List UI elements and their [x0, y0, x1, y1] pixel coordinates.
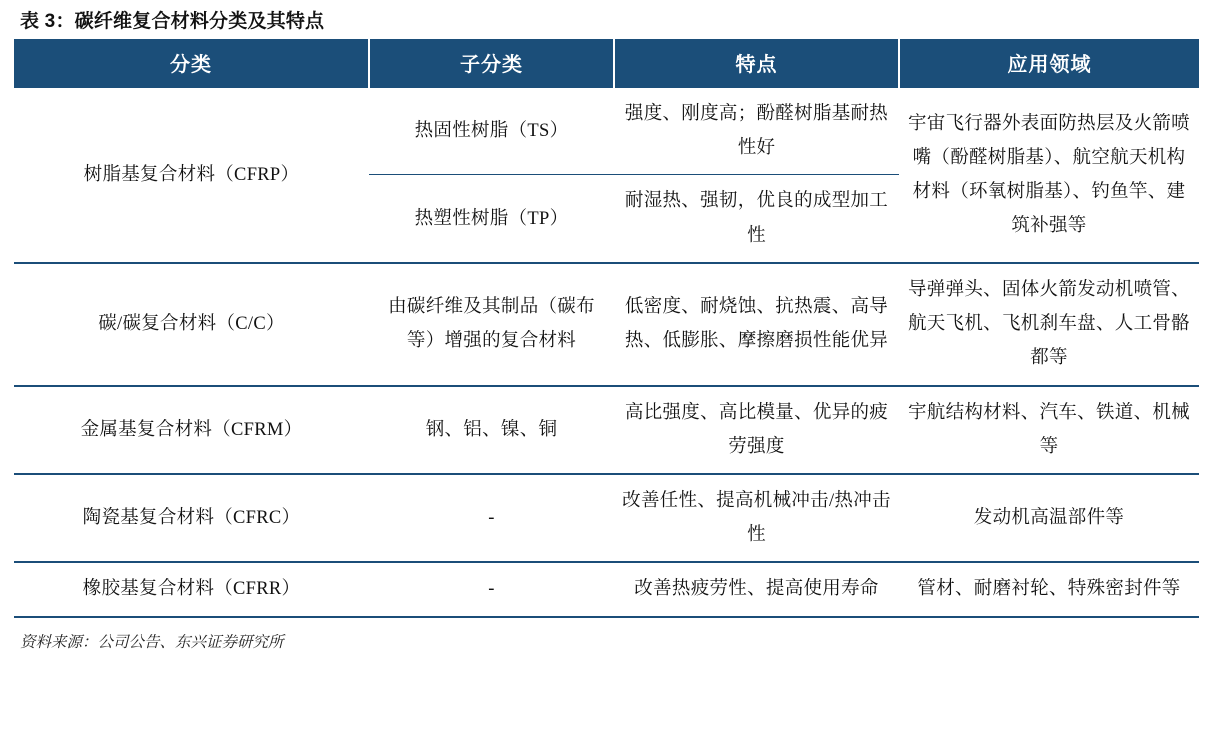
cell-category: 树脂基复合材料（CFRP）	[14, 87, 369, 263]
cell-application: 宇宙飞行器外表面防热层及火箭喷嘴（酚醛树脂基）、航空航天机构材料（环氧树脂基）、钓鱼竿、建筑补强等	[899, 87, 1199, 263]
table-row	[14, 474, 1199, 562]
source-note: 资料来源：公司公告、东兴证券研究所	[20, 633, 284, 651]
table-title	[14, 6, 1199, 33]
table-row	[14, 263, 1199, 386]
cell-subcategory: 热固性树脂（TS）	[369, 87, 614, 175]
cell-subcategory: -	[369, 562, 614, 616]
cell-category: 陶瓷基复合材料（CFRC）	[14, 474, 369, 562]
column-header-feature: 特点	[614, 39, 899, 87]
cell-application: 宇航结构材料、汽车、铁道、机械等	[899, 386, 1199, 474]
column-header-subcategory: 子分类	[369, 39, 614, 87]
column-header-category: 分类	[14, 39, 369, 87]
cell-subcategory: 由碳纤维及其制品（碳布等）增强的复合材料	[369, 263, 614, 386]
table-row	[14, 562, 1199, 616]
cell-category: 橡胶基复合材料（CFRR）	[14, 562, 369, 616]
cell-subcategory: 热塑性树脂（TP）	[369, 175, 614, 263]
table-header	[14, 39, 1199, 87]
cell-application: 发动机高温部件等	[899, 474, 1199, 562]
cell-feature: 耐湿热、强韧，优良的成型加工性	[614, 175, 899, 263]
column-header-application: 应用领域	[899, 39, 1199, 87]
cell-subcategory: 钢、铝、镍、铜	[369, 386, 614, 474]
table-row	[14, 87, 1199, 175]
cell-subcategory: -	[369, 474, 614, 562]
cell-feature: 高比强度、高比模量、优异的疲劳强度	[614, 386, 899, 474]
table-body	[14, 87, 1199, 617]
cell-category: 碳/碳复合材料（C/C）	[14, 263, 369, 386]
table-title-separator: ：	[55, 11, 75, 32]
cell-feature: 改善热疲劳性、提高使用寿命	[614, 562, 899, 616]
table-row	[14, 386, 1199, 474]
cell-feature: 改善任性、提高机械冲击/热冲击性	[614, 474, 899, 562]
cell-category: 金属基复合材料（CFRM）	[14, 386, 369, 474]
cell-feature: 强度、刚度高；酚醛树脂基耐热性好	[614, 87, 899, 175]
table-title-label: 表 3	[20, 11, 56, 32]
table-header-row	[14, 39, 1199, 87]
cell-application: 导弹弹头、固体火箭发动机喷管、航天飞机、飞机刹车盘、人工骨骼都等	[899, 263, 1199, 386]
table-title-text: 碳纤维复合材料分类及其特点	[74, 11, 325, 32]
cell-feature: 低密度、耐烧蚀、抗热震、高导热、低膨胀、摩擦磨损性能优异	[614, 263, 899, 386]
cell-application: 管材、耐磨衬轮、特殊密封件等	[899, 562, 1199, 616]
composites-table	[14, 39, 1199, 618]
